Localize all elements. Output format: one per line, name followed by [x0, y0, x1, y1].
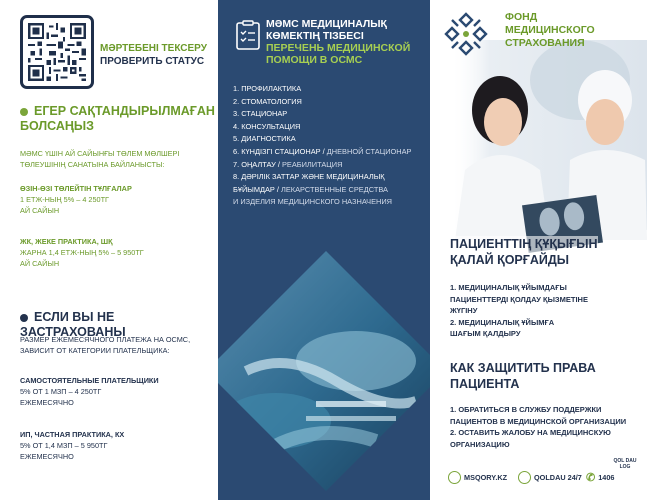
check-status-kz: МӘРТЕБЕНІ ТЕКСЕРУ — [100, 43, 207, 54]
right-panel — [430, 0, 647, 500]
fund-logo-icon — [440, 8, 492, 60]
kz-self-title: ӨЗІН-ӨЗІ ТӨЛЕЙТІН ТҰЛҒАЛАР — [20, 184, 132, 193]
list-item — [233, 146, 411, 159]
ru-ip-title: ИП, ЧАСТНАЯ ПРАКТИКА, КХ — [20, 430, 125, 439]
kz-rights-title-2: ҚАЛАЙ ҚОРҒАЙДЫ — [450, 253, 569, 267]
kz-rights-heading — [450, 236, 598, 268]
phone-link[interactable] — [586, 471, 614, 484]
kz-item-1c: ЖҮГІНУ — [450, 306, 478, 315]
ru-rights-title-1: КАК ЗАЩИТИТЬ ПРАВА — [450, 361, 596, 375]
ru-self-line: 5% ОТ 1 МЗП – 4 250ТГ — [20, 387, 102, 396]
phone-text: 1406 — [598, 473, 615, 482]
kz-ip — [20, 236, 144, 269]
item-kz: 7. ОҢАЛТАУ / — [233, 159, 282, 169]
item-kz: 3. СТАЦИОНАР — [233, 109, 288, 119]
website-text: MSQORY.KZ — [464, 473, 508, 482]
left-panel — [0, 0, 218, 500]
kz-rights-title-1: ПАЦИЕНТТІҢ ҚҰҚЫҒЫН — [450, 237, 598, 251]
item-kz: 2. СТОМАТОЛОГИЯ — [233, 96, 302, 106]
ru-item-2b: ОРГАНИЗАЦИЮ — [450, 439, 510, 449]
check-status-ru: ПРОВЕРИТЬ СТАТУС — [100, 56, 205, 67]
list-item — [233, 184, 411, 197]
surgery-photo — [218, 251, 430, 500]
item-ru: ЛЕКАРСТВЕННЫЕ СРЕДСТВА — [281, 184, 388, 194]
item-kz: 1. ПРОФИЛАКТИКА — [233, 84, 302, 93]
list-item — [233, 96, 411, 109]
kz-uninsured-title-1: ЕГЕР САҚТАНДЫРЫЛМАҒАН — [34, 104, 215, 118]
bullet-dot-icon — [20, 108, 28, 116]
ru-item-1a: 1. ОБРАТИТЬСЯ В СЛУЖБУ ПОДДЕРЖКИ — [450, 405, 602, 414]
services-list-title — [266, 18, 410, 66]
ru-ip-period: ЕЖЕМЕСЯЧНО — [20, 452, 74, 461]
phone-icon: ✆ — [586, 472, 596, 484]
list-item — [233, 196, 411, 209]
ru-rights-title-2: ПАЦИЕНТА — [450, 377, 520, 391]
kz-intro-line-2: ТӨЛЕУШІНІҢ САНАТЫНА БАЙЛАНЫСТЫ: — [20, 160, 165, 169]
globe-icon — [448, 471, 461, 484]
item-kz: 6. КҮНДІЗГІ СТАЦИОНАР / — [233, 146, 327, 156]
ru-uninsured-title: ЕСЛИ ВЫ НЕ ЗАСТРАХОВАНЫ — [20, 310, 126, 339]
item-ru: РЕАБИЛИТАЦИЯ — [281, 159, 343, 169]
title-ru-line-1: ПЕРЕЧЕНЬ МЕДИЦИНСКОЙ — [266, 42, 411, 54]
kz-item-2a: 2. МЕДИЦИНАЛЫҚ ҰЙЫМҒА — [450, 317, 555, 327]
kz-uninsured-title-2: БОЛСАҢЫЗ — [20, 119, 95, 133]
kz-intro — [20, 148, 179, 170]
ru-ip-line: 5% ОТ 1,4 МЗП – 5 950ТГ — [20, 441, 108, 450]
list-item — [233, 159, 411, 172]
ru-self-title: САМОСТОЯТЕЛЬНЫЕ ПЛАТЕЛЬЩИКИ — [20, 376, 159, 385]
item-kz: БҰЙЫМДАР / — [233, 184, 281, 194]
item-ru: И ИЗДЕЛИЯ МЕДИЦИНСКОГО НАЗНАЧЕНИЯ — [233, 197, 393, 207]
kz-self-line: 1 ЕТЖ-НЫҢ 5% – 4 250ТГ — [20, 195, 110, 204]
ru-rights-list — [450, 404, 626, 450]
middle-panel — [218, 0, 430, 500]
check-status-label — [100, 42, 207, 68]
item-ru: ДНЕВНОЙ СТАЦИОНАР — [326, 146, 412, 156]
title-kz-line-1: МӘМС МЕДИЦИНАЛЫҚ — [266, 18, 387, 30]
ru-intro — [20, 334, 190, 356]
list-item — [233, 171, 411, 184]
list-item — [233, 121, 411, 134]
item-kz: 4. КОНСУЛЬТАЦИЯ — [233, 121, 301, 131]
ru-self-period: ЕЖЕМЕСЯЧНО — [20, 398, 74, 407]
app-link[interactable] — [518, 471, 582, 484]
qoldau-logo-icon: QOL DAU LOG — [613, 458, 637, 470]
fund-name — [505, 11, 595, 50]
ru-item-1b: ПАЦИЕНТОВ В МЕДИЦИНСКОЙ ОРГАНИЗАЦИИ — [450, 416, 627, 426]
bullet-dot-icon — [20, 314, 28, 322]
fund-name-line-1: ФОНД — [505, 11, 538, 23]
kz-self-payers — [20, 183, 132, 216]
kz-intro-line-1: МӘМС ҮШІН АЙ САЙЫНҒЫ ТӨЛЕМ МӨЛШЕРІ — [20, 149, 180, 158]
app-text: QOLDAU 24/7 — [534, 473, 582, 482]
list-item — [233, 108, 411, 121]
qr-code[interactable] — [20, 15, 94, 89]
ru-item-2a: 2. ОСТАВИТЬ ЖАЛОБУ НА МЕДИЦИНСКУЮ — [450, 428, 611, 437]
kz-rights-list — [450, 282, 588, 340]
list-item — [233, 83, 411, 96]
website-link[interactable] — [448, 471, 507, 484]
ru-rights-heading — [450, 360, 596, 392]
ru-intro-line-1: РАЗМЕР ЕЖЕМЕСЯЧНОГО ПЛАТЕЖА НА ОСМС, — [20, 335, 191, 344]
item-kz: 5. ДИАГНОСТИКА — [233, 134, 296, 144]
qr-code-image — [28, 23, 86, 81]
chat-icon — [518, 471, 531, 484]
ru-self-payers — [20, 375, 159, 408]
ru-ip — [20, 429, 124, 462]
kz-ip-period: АЙ САЙЫН — [20, 259, 60, 268]
kz-item-1a: 1. МЕДИЦИНАЛЫҚ ҰЙЫМДАҒЫ — [450, 283, 567, 292]
ru-intro-line-2: ЗАВИСИТ ОТ КАТЕГОРИИ ПЛАТЕЛЬЩИКА: — [20, 346, 170, 355]
list-item — [233, 133, 411, 146]
kz-ip-line: ЖАРНА 1,4 ЕТЖ-НЫҢ 5% – 5 950ТГ — [20, 248, 144, 257]
kz-self-period: АЙ САЙЫН — [20, 206, 60, 215]
fund-name-line-3: СТРАХОВАНИЯ — [505, 37, 585, 49]
services-list — [233, 83, 411, 209]
clipboard-list-icon — [235, 20, 261, 50]
item-kz: 8. ДӘРІЛІК ЗАТТАР ЖӘНЕ МЕДИЦИНАЛЫҚ — [233, 172, 385, 182]
kz-item-1b: ПАЦИЕНТТЕРДІ ҚОЛДАУ ҚЫЗМЕТІНЕ — [450, 294, 588, 304]
title-kz-line-2: КӨМЕКТІҢ ТІЗБЕСІ — [266, 30, 364, 42]
fund-name-line-2: МЕДИЦИНСКОГО — [505, 24, 595, 36]
kz-ip-title: ЖК, ЖЕКЕ ПРАКТИКА, ШҚ — [20, 237, 113, 246]
title-ru-line-2: ПОМОЩИ В ОСМС — [266, 54, 363, 66]
kz-item-2b: ШАҒЫМ ҚАЛДЫРУ — [450, 329, 521, 338]
kz-uninsured-heading — [20, 104, 215, 134]
